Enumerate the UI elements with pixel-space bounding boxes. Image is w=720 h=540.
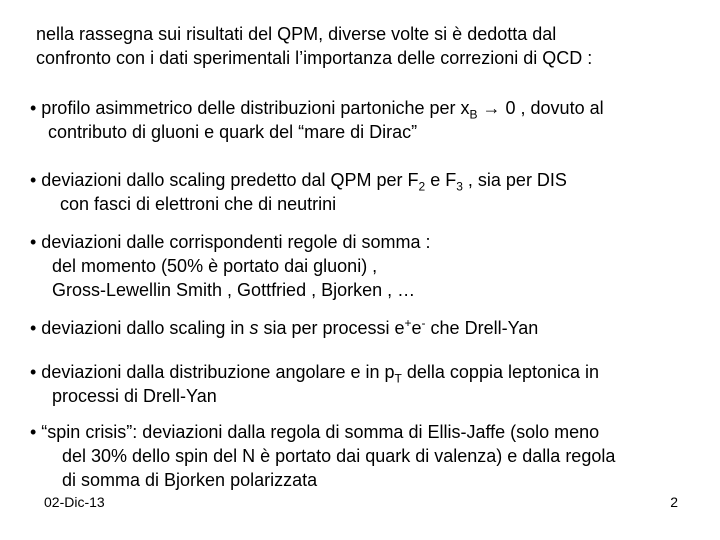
bullet-line: con fasci di elettroni che di neutrini [60,194,337,214]
bullet-text: • deviazioni dalla distribuzione angolare e in p [30,362,395,382]
intro-line: confronto con i dati sperimentali l’importanza delle correzioni di QCD : [36,48,593,68]
bullet-line [30,168,700,192]
bullet-line [30,360,700,384]
bullet-line: • deviazioni dalle corrispondenti regole di somma : [30,232,431,252]
subscript: 2 [418,179,426,194]
bullet-line: Gross-Lewellin Smith , Gottfried , Bjorken , … [52,280,416,300]
bullet-text: , sia per DIS [462,170,567,190]
subscript: B [469,107,478,122]
subscript: 3 [456,179,463,194]
bullet-line: di somma di Bjorken polarizzata [62,470,318,490]
intro-paragraph [36,22,696,70]
bullet-line [30,316,700,340]
superscript: + [404,316,412,330]
bullet-text: della coppia leptonica in [401,362,600,382]
bullet-spin-crisis [30,420,700,492]
superscript: - [421,316,426,330]
bullet-scaling-deviation [30,168,700,216]
bullet-text: → 0 , dovuto al [477,98,604,118]
bullet-parton-asymmetry [30,96,700,144]
page-number: 2 [670,494,678,510]
bullet-text: • deviazioni dallo scaling in [30,318,250,338]
bullet-text: e [411,318,422,338]
bullet-line: del momento (50% è portato dai gluoni) , [52,256,378,276]
bullet-text: • deviazioni dallo scaling predetto dal QPM per F [30,170,419,190]
bullet-scaling-s [30,316,700,340]
footer-date: 02-Dic-13 [44,494,105,510]
bullet-line: processi di Drell-Yan [52,386,217,406]
bullet-line: • “spin crisis”: deviazioni dalla regola di somma di Ellis-Jaffe (solo meno [30,422,600,442]
intro-line: nella rassegna sui risultati del QPM, diverse volte si è dedotta dal [36,24,557,44]
bullet-text: sia per processi e [258,318,405,338]
bullet-sum-rules [30,230,700,302]
bullet-line: contributo di gluoni e quark del “mare di Dirac” [48,122,418,142]
bullet-line: del 30% dello spin del N è portato dai quark di valenza) e dalla regola [62,446,616,466]
italic-s: s [249,318,259,338]
bullet-angular-distribution [30,360,700,408]
bullet-line [30,96,700,120]
bullet-text: • profilo asimmetrico delle distribuzioni partoniche per x [30,98,470,118]
subscript: T [394,371,402,386]
bullet-text: che Drell-Yan [425,318,539,338]
bullet-text: e F [425,170,457,190]
